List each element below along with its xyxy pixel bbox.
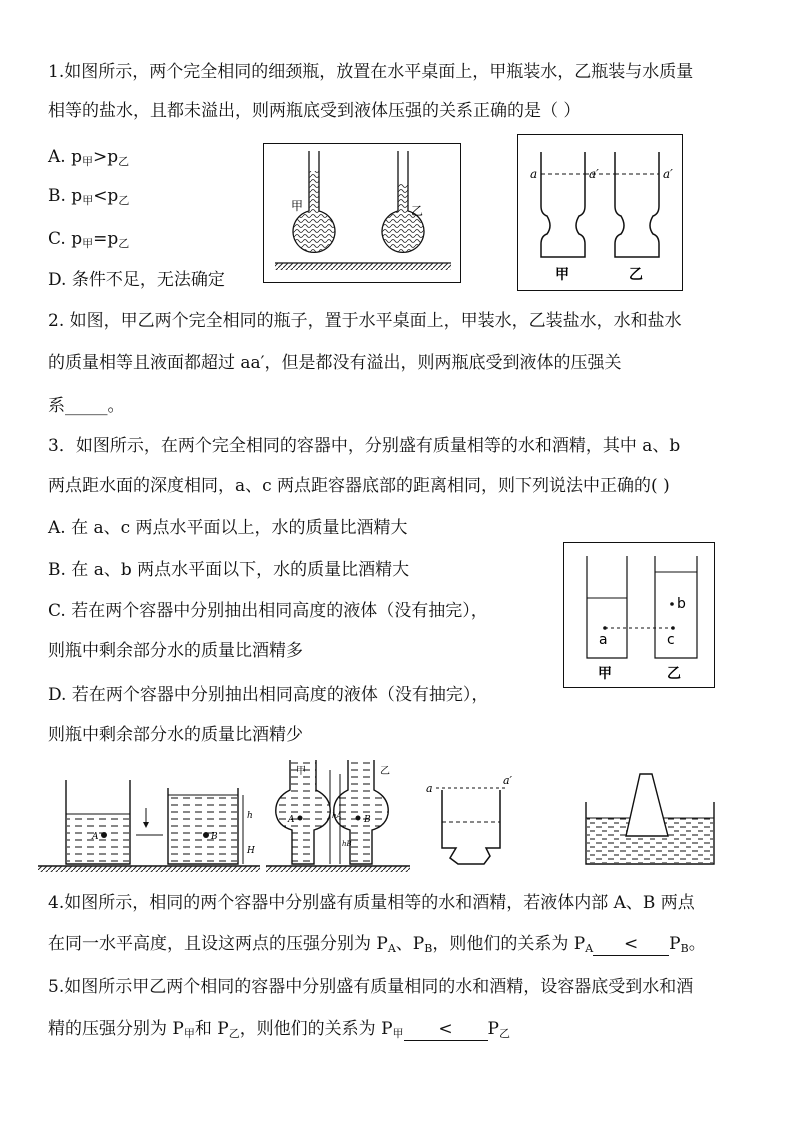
- q5-answer-blank[interactable]: <: [404, 1018, 488, 1041]
- q4-answer-blank[interactable]: <: [593, 933, 669, 956]
- strip-f2-label-ha: hA: [332, 812, 342, 820]
- q3-option-d-line2: 则瓶中剩余部分水的质量比酒精少: [48, 725, 303, 745]
- q3-stem-line2: 两点距水面的深度相同，a、c 两点距容器底部的距离相同，则下列说法中正确的( ): [48, 476, 670, 496]
- strip-f2-label-hb: hB: [342, 840, 352, 848]
- strip-f2-label-jia: 甲: [296, 766, 306, 777]
- strip-f1-label-a: A: [92, 832, 99, 842]
- q3-fig-label-a: a: [599, 632, 608, 648]
- q4-stem-line2: 在同一水平高度，且设这两点的压强分别为 $P_A$、$P_B$，则他们的关系为 $P_A < P_B$。: [48, 934, 706, 955]
- q3-stem-line1: 3．如图所示，在两个完全相同的容器中，分别盛有质量相等的水和酒精，其中 a、b: [48, 436, 681, 456]
- q1-flask-figure: [263, 143, 461, 283]
- q2-bottle-figure: [517, 134, 683, 291]
- q4-stem-line1: 4.如图所示，相同的两个容器中分别盛有质量相等的水和酒精，若液体内部 A、B 两点: [48, 893, 695, 913]
- q2-fig-label-jia: 甲: [555, 267, 569, 283]
- strip-f2-label-b: B: [364, 815, 371, 825]
- q3-container-figure: [563, 542, 715, 688]
- q3-fig-label-yi: 乙: [667, 666, 681, 682]
- strip-f3-label-a: a: [426, 782, 433, 795]
- q2-fig-label-a-prime-2: a′: [663, 167, 673, 181]
- q1-option-b[interactable]: B. $p_甲<p_乙$: [48, 186, 130, 207]
- q5-stem-line1: 5.如图所示甲乙两个相同的容器中分别盛有质量相同的水和酒精，设容器底受到水和酒: [48, 977, 694, 997]
- q5-stem-line2: 精的压强分别为 $P_甲$和 $P_乙$，则他们的关系为 $P_甲 < P_乙$: [48, 1019, 510, 1040]
- q1-option-c[interactable]: C. $p_甲=p_乙$: [48, 229, 130, 250]
- q1-option-a[interactable]: A. $p_甲>p_乙$: [48, 147, 130, 168]
- q1-stem-line2: 相等的盐水，且都未溢出，则两瓶底受到液体压强的关系正确的是（ ）: [48, 101, 581, 121]
- q3-option-c-line1[interactable]: C. 若在两个容器中分别抽出相同高度的液体（没有抽完），: [48, 601, 488, 621]
- q1-fig-label-yi: 乙: [411, 204, 424, 218]
- q2-stem-line1: 2. 如图，甲乙两个完全相同的瓶子，置于水平桌面上，甲装水，乙装盐水，水和盐水: [48, 311, 682, 331]
- q2-stem-line3: 系_____。: [48, 396, 125, 416]
- q2-fig-label-yi: 乙: [629, 267, 643, 283]
- q2-fig-label-a: a: [530, 167, 538, 181]
- q2-fig-label-a-prime-1: a′: [589, 167, 599, 181]
- q3-option-c-line2: 则瓶中剩余部分水的质量比酒精多: [48, 641, 303, 661]
- q3-fig-label-b: b: [677, 596, 686, 612]
- q3-fig-label-jia: 甲: [598, 666, 612, 682]
- q4-q5-figure-strip: [38, 760, 728, 878]
- q1-stem-line1: 1.如图所示，两个完全相同的细颈瓶，放置在水平桌面上，甲瓶装水，乙瓶装与水质量: [48, 62, 694, 82]
- strip-f3-label-a-prime: a′: [503, 774, 513, 787]
- strip-f2-label-a: A: [288, 815, 295, 825]
- strip-f2-label-yi: 乙: [380, 766, 390, 777]
- q3-option-d-line1[interactable]: D. 若在两个容器中分别抽出相同高度的液体（没有抽完），: [48, 685, 489, 705]
- q3-option-b[interactable]: B. 在 a、b 两点水平面以下，水的质量比酒精大: [48, 560, 410, 580]
- q3-option-a[interactable]: A. 在 a、c 两点水平面以上，水的质量比酒精大: [48, 518, 408, 538]
- strip-f1-label-H: H: [247, 846, 255, 856]
- q3-fig-label-c: c: [667, 632, 675, 648]
- q1-fig-label-jia: 甲: [291, 199, 304, 213]
- q1-option-d[interactable]: D. 条件不足，无法确定: [48, 270, 225, 290]
- strip-f1-label-h: h: [247, 811, 253, 821]
- strip-f1-label-b: B: [211, 832, 218, 842]
- q2-stem-line2: 的质量相等且液面都超过 aa′，但是都没有溢出，则两瓶底受到液体的压强关: [48, 353, 622, 373]
